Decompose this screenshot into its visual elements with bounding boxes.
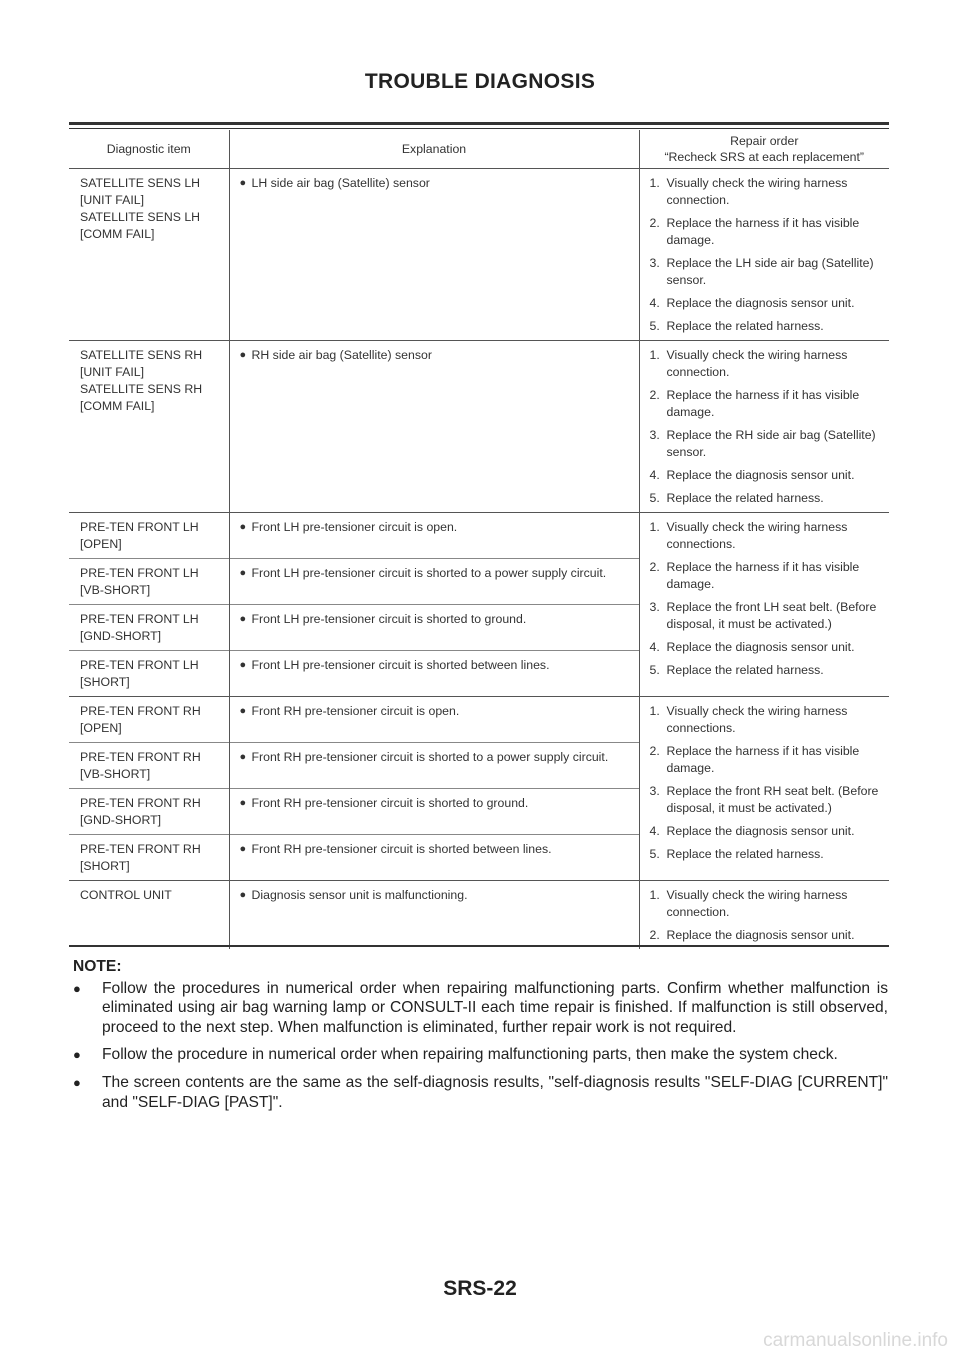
bullet-icon: ● [73, 1074, 81, 1090]
explanation-cell [229, 789, 639, 835]
repair-step-text: Visually check the wiring harness connections. [666, 704, 848, 735]
repair-step-number: 4. [649, 296, 660, 310]
explanation-text: RH side air bag (Satellite) sensor [251, 348, 432, 362]
diagnostic-item-line: PRE-TEN FRONT RH [80, 704, 201, 718]
repair-step-text: Replace the related harness. [666, 847, 824, 861]
repair-step-number: 5. [649, 663, 660, 677]
watermark: carmanualsonline.info [763, 1330, 948, 1351]
repair-step [650, 387, 880, 421]
bullet-icon: ● [239, 889, 247, 901]
diagnostic-item-cell [69, 651, 229, 697]
note-text: Follow the procedure in numerical order when repairing malfunctioning parts, then make the system check. [102, 1046, 838, 1064]
repair-step [650, 887, 880, 921]
repair-step [650, 519, 880, 553]
explanation-text: Diagnosis sensor unit is malfunctioning. [251, 888, 468, 902]
diagnosis-table [69, 130, 889, 949]
repair-step [650, 318, 880, 335]
bullet-icon: ● [239, 613, 247, 625]
explanation-cell [229, 697, 639, 743]
repair-step-text: Replace the harness if it has visible damage. [666, 560, 860, 591]
repair-steps-list [650, 887, 880, 944]
repair-step-text: Replace the front LH seat belt. (Before disposal, it must be activated.) [666, 600, 877, 631]
bullet-icon: ● [239, 705, 247, 717]
explanation-text: Front RH pre-tensioner circuit is shorted to a power supply circuit. [251, 750, 609, 764]
header-repair-line1: Repair order [730, 134, 799, 148]
repair-step-text: Replace the harness if it has visible damage. [666, 216, 860, 247]
page-number: SRS-22 [443, 1277, 517, 1300]
diagnostic-item-line: [OPEN] [80, 537, 122, 551]
repair-step [650, 927, 880, 944]
table-body [69, 169, 889, 950]
bullet-icon: ● [239, 843, 247, 855]
repair-step-number: 5. [649, 319, 660, 333]
repair-step-text: Replace the related harness. [666, 491, 824, 505]
explanation-cell [229, 559, 639, 605]
repair-order-cell [639, 697, 889, 881]
diagnostic-item-cell [69, 743, 229, 789]
header-diagnostic-item: Diagnostic item [69, 130, 229, 169]
diagnostic-item-cell [69, 835, 229, 881]
explanation-cell [229, 743, 639, 789]
diagnostic-item-cell [69, 513, 229, 559]
repair-step [650, 175, 880, 209]
repair-step-number: 1. [649, 888, 660, 902]
repair-steps-list [650, 519, 880, 679]
repair-step-text: Replace the RH side air bag (Satellite) sensor. [666, 428, 876, 459]
repair-step-text: Replace the diagnosis sensor unit. [666, 640, 855, 654]
repair-step-number: 4. [649, 468, 660, 482]
table-row [69, 697, 889, 743]
repair-step [650, 295, 880, 312]
repair-step [650, 490, 880, 507]
diagnostic-item-line: PRE-TEN FRONT RH [80, 750, 201, 764]
repair-order-cell [639, 881, 889, 950]
repair-step-number: 1. [649, 348, 660, 362]
bullet-icon: ● [239, 177, 247, 189]
bullet-icon: ● [73, 980, 81, 996]
explanation-bullet [240, 519, 629, 536]
explanation-bullet [240, 611, 629, 628]
repair-step-text: Replace the diagnosis sensor unit. [666, 824, 855, 838]
diagnostic-item-cell [69, 169, 229, 341]
diagnostic-item-line: [COMM FAIL] [80, 399, 155, 413]
diagnostic-item-line: SATELLITE SENS RH [80, 348, 203, 362]
diagnostic-item-line: [VB-SHORT] [80, 583, 151, 597]
diagnostic-item-line: [SHORT] [80, 859, 130, 873]
diagnostic-item-line: [VB-SHORT] [80, 767, 151, 781]
repair-step-text: Replace the front RH seat belt. (Before disposal, it must be activated.) [666, 784, 879, 815]
repair-steps-list [650, 175, 880, 335]
repair-step [650, 427, 880, 461]
bullet-icon: ● [239, 521, 247, 533]
note-heading: NOTE: [73, 958, 122, 975]
diagnostic-item-line: PRE-TEN FRONT RH [80, 842, 201, 856]
repair-step-number: 4. [649, 640, 660, 654]
diagnostic-item-line: [SHORT] [80, 675, 130, 689]
explanation-cell [229, 341, 639, 513]
repair-step-number: 3. [649, 428, 660, 442]
explanation-cell [229, 835, 639, 881]
bullet-icon: ● [239, 751, 247, 763]
repair-step-text: Replace the related harness. [666, 663, 824, 677]
diagnostic-item-line: SATELLITE SENS LH [80, 210, 201, 224]
header-rule-thin [69, 128, 889, 129]
explanation-cell [229, 169, 639, 341]
diagnostic-item-line: [GND-SHORT] [80, 629, 162, 643]
repair-step-number: 2. [649, 744, 660, 758]
repair-order-cell [639, 341, 889, 513]
repair-step [650, 255, 880, 289]
repair-step-number: 1. [649, 520, 660, 534]
repair-step-number: 1. [649, 176, 660, 190]
table-header-row [69, 130, 889, 169]
explanation-text: Front RH pre-tensioner circuit is open. [251, 704, 460, 718]
repair-step [650, 783, 880, 817]
repair-step-text: Replace the diagnosis sensor unit. [666, 296, 855, 310]
repair-step [650, 559, 880, 593]
explanation-cell [229, 881, 639, 950]
repair-step-number: 3. [649, 600, 660, 614]
repair-steps-list [650, 347, 880, 507]
note-item [73, 979, 888, 1038]
repair-step-number: 3. [649, 256, 660, 270]
repair-step [650, 662, 880, 679]
repair-step [650, 823, 880, 840]
explanation-bullet [240, 887, 629, 904]
repair-step-text: Visually check the wiring harness connection. [666, 176, 848, 207]
repair-step-number: 1. [649, 704, 660, 718]
explanation-bullet [240, 841, 629, 858]
bullet-icon: ● [239, 349, 247, 361]
explanation-cell [229, 651, 639, 697]
table-row [69, 169, 889, 341]
explanation-cell [229, 605, 639, 651]
note-item [73, 1045, 888, 1065]
repair-step-number: 2. [649, 388, 660, 402]
repair-step-number: 2. [649, 216, 660, 230]
bullet-icon: ● [239, 797, 247, 809]
bullet-icon: ● [239, 659, 247, 671]
repair-step-text: Replace the LH side air bag (Satellite) sensor. [666, 256, 874, 287]
header-explanation: Explanation [229, 130, 639, 169]
repair-steps-list [650, 703, 880, 863]
diagnostic-item-cell [69, 341, 229, 513]
diagnostic-item-line: PRE-TEN FRONT RH [80, 796, 201, 810]
diagnostic-item-line: PRE-TEN FRONT LH [80, 658, 199, 672]
header-repair-line2: “Recheck SRS at each replacement” [664, 150, 865, 164]
repair-step-text: Visually check the wiring harness connection. [666, 348, 848, 379]
diagnostic-item-line: [GND-SHORT] [80, 813, 162, 827]
diagnostic-item-line: [UNIT FAIL] [80, 193, 145, 207]
note-section [73, 957, 888, 1120]
diagnostic-item-line: CONTROL UNIT [80, 888, 172, 902]
repair-step-number: 3. [649, 784, 660, 798]
repair-step [650, 846, 880, 863]
diagnostic-item-cell [69, 559, 229, 605]
diagnostic-item-line: [OPEN] [80, 721, 122, 735]
table-row [69, 881, 889, 950]
diagnostic-item-line: PRE-TEN FRONT LH [80, 520, 199, 534]
diagnostic-item-line: [COMM FAIL] [80, 227, 155, 241]
table-row [69, 341, 889, 513]
explanation-text: Front LH pre-tensioner circuit is shorted between lines. [251, 658, 550, 672]
table-bottom-rule [69, 945, 889, 947]
repair-step [650, 467, 880, 484]
repair-step-number: 4. [649, 824, 660, 838]
repair-step [650, 347, 880, 381]
repair-step-number: 2. [649, 928, 660, 942]
diagnostic-item-line: PRE-TEN FRONT LH [80, 612, 199, 626]
page-title: TROUBLE DIAGNOSIS [364, 70, 596, 93]
header-repair-order [639, 130, 889, 169]
repair-step-number: 5. [649, 491, 660, 505]
diagnostic-item-cell [69, 697, 229, 743]
repair-step-text: Replace the diagnosis sensor unit. [666, 928, 855, 942]
explanation-cell [229, 513, 639, 559]
diagnostic-item-line: SATELLITE SENS RH [80, 382, 203, 396]
repair-step-text: Replace the diagnosis sensor unit. [666, 468, 855, 482]
diagnostic-item-cell [69, 789, 229, 835]
repair-step [650, 703, 880, 737]
repair-step [650, 743, 880, 777]
bullet-icon: ● [73, 1047, 81, 1063]
explanation-bullet [240, 347, 629, 364]
bullet-icon: ● [239, 567, 247, 579]
explanation-text: Front LH pre-tensioner circuit is shorted to ground. [251, 612, 527, 626]
diagnostic-item-cell [69, 605, 229, 651]
repair-step-text: Visually check the wiring harness connections. [666, 520, 848, 551]
explanation-text: Front LH pre-tensioner circuit is open. [251, 520, 458, 534]
diagnostic-item-line: [UNIT FAIL] [80, 365, 145, 379]
explanation-bullet [240, 565, 629, 582]
explanation-text: Front LH pre-tensioner circuit is shorted to a power supply circuit. [251, 566, 607, 580]
repair-step-text: Replace the harness if it has visible damage. [666, 744, 860, 775]
diagnostic-item-cell [69, 881, 229, 950]
note-text: Follow the procedures in numerical order when repairing malfunctioning parts. Confirm whether malfunction is eliminated using air bag warning lamp or CONSULT-II each time repair is finished. If malfunction is still observed, proceed to the next step. When malfunction is eliminated, further repair work is not required. [102, 979, 888, 1036]
repair-order-cell [639, 513, 889, 697]
repair-step-text: Replace the related harness. [666, 319, 824, 333]
explanation-bullet [240, 749, 629, 766]
repair-step [650, 215, 880, 249]
repair-step-text: Visually check the wiring harness connection. [666, 888, 848, 919]
diagnostic-item-line: SATELLITE SENS LH [80, 176, 201, 190]
repair-step-number: 2. [649, 560, 660, 574]
repair-order-cell [639, 169, 889, 341]
explanation-bullet [240, 175, 629, 192]
repair-step [650, 599, 880, 633]
explanation-text: Front RH pre-tensioner circuit is shorted to ground. [251, 796, 529, 810]
explanation-text: LH side air bag (Satellite) sensor [251, 176, 430, 190]
explanation-text: Front RH pre-tensioner circuit is shorted between lines. [251, 842, 552, 856]
explanation-bullet [240, 795, 629, 812]
repair-step-number: 5. [649, 847, 660, 861]
explanation-bullet [240, 703, 629, 720]
note-text: The screen contents are the same as the self-diagnosis results, "self-diagnosis results "SELF-DIAG [CURRENT]" and "SELF-DIAG [PAST]". [102, 1073, 888, 1111]
header-rule-thick [69, 122, 889, 125]
repair-step [650, 639, 880, 656]
table-row [69, 513, 889, 559]
diagnostic-item-line: PRE-TEN FRONT LH [80, 566, 199, 580]
explanation-bullet [240, 657, 629, 674]
repair-step-text: Replace the harness if it has visible damage. [666, 388, 860, 419]
note-item [73, 1073, 888, 1112]
